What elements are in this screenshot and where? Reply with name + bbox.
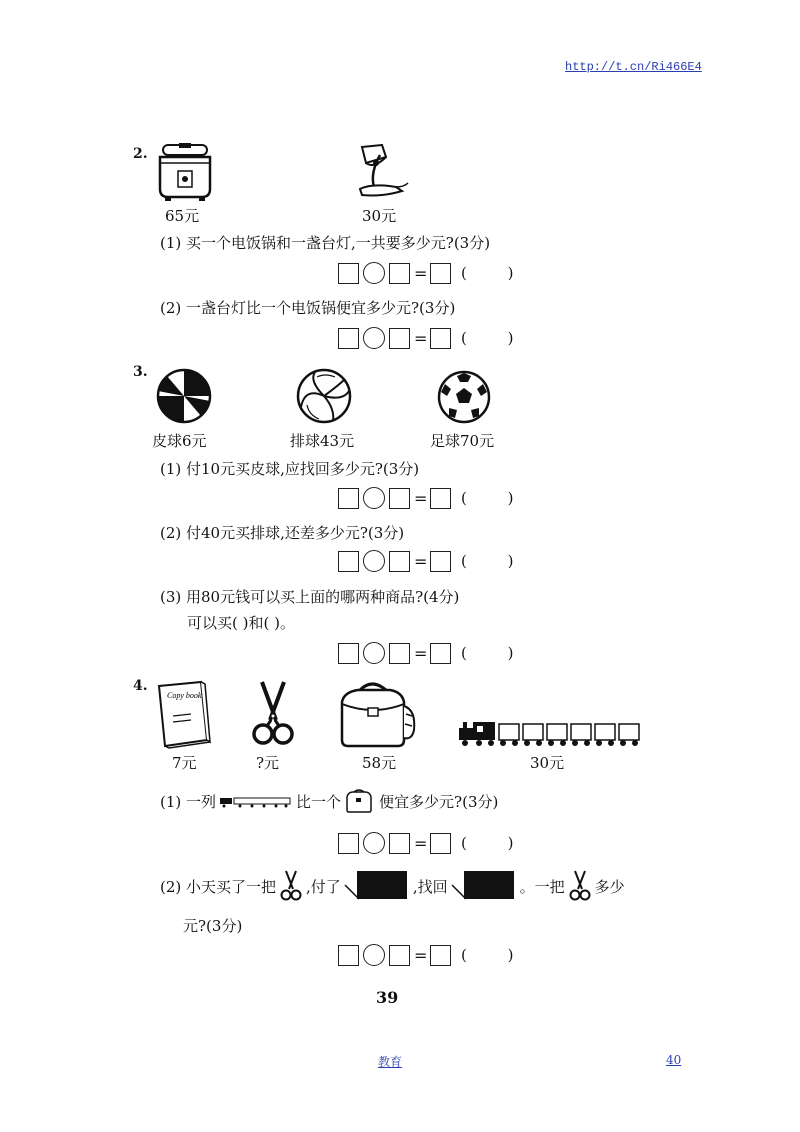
answer-box[interactable] [430,833,451,854]
q4-number: 4. [133,678,148,694]
equals-sign: = [414,945,428,965]
footer-page-number[interactable]: 40 [666,1053,682,1067]
q4-copybook-price: 7元 [172,754,197,772]
toy-train-icon [455,718,643,748]
q4-sub2-equation [338,944,531,966]
unit-parenthesis: ( ) [461,329,532,347]
answer-box[interactable] [430,551,451,572]
operator-circle[interactable] [363,487,385,509]
answer-box[interactable] [389,551,410,572]
operator-circle[interactable] [363,944,385,966]
q2-sub1-text: (1) 买一个电饭锅和一盏台灯,一共要多少元?(3分) [160,234,491,252]
q4-sub1-equation [338,832,531,854]
q3-football-label: 足球70元 [430,432,495,450]
header-link[interactable]: http://t.cn/Ri466E4 [565,60,702,74]
unit-parenthesis: ( ) [461,264,532,282]
banknote-change-icon [452,871,516,901]
answer-box[interactable] [430,643,451,664]
operator-circle[interactable] [363,550,385,572]
answer-box[interactable] [338,488,359,509]
answer-box[interactable] [430,328,451,349]
operator-circle[interactable] [363,832,385,854]
schoolbag-icon [338,680,418,750]
q3-sub2-text: (2) 付40元买排球,还差多少元?(3分) [160,524,405,542]
mini-schoolbag-icon [345,788,375,814]
answer-box[interactable] [338,328,359,349]
answer-box[interactable] [389,833,410,854]
desk-lamp-icon [352,143,412,201]
q4-train-price: 30元 [530,754,565,772]
answer-box[interactable] [338,833,359,854]
equals-sign: = [414,643,428,663]
copybook-icon [155,680,211,748]
q3-sub1-text: (1) 付10元买皮球,应找回多少元?(3分) [160,460,420,478]
unit-parenthesis: ( ) [461,552,532,570]
answer-box[interactable] [338,643,359,664]
football-icon [437,370,491,424]
operator-circle[interactable] [363,262,385,284]
operator-circle[interactable] [363,642,385,664]
footer-link[interactable]: 教育 [378,1055,403,1069]
q2-sub2-equation [338,327,531,349]
page-number: 39 [376,988,399,1007]
q4-schoolbag-price: 58元 [362,754,397,772]
mini-train-icon [220,795,292,807]
q3-number: 3. [133,364,148,380]
q3-rubber-ball-label: 皮球6元 [152,432,207,450]
q4-sub2-p3: ,找回 [412,877,448,896]
copybook-cover-text: Copy book [167,691,202,700]
q2-lamp-price: 30元 [362,207,397,225]
q2-sub1-equation [338,262,531,284]
rice-cooker-icon [157,143,213,201]
answer-box[interactable] [430,945,451,966]
q4-sub1-middle: 比一个 [296,792,342,811]
q2-rice-cooker-price: 65元 [165,207,200,225]
mini-scissors-icon [569,870,591,902]
q4-sub2-p2: ,付了 [306,877,341,896]
q4-sub2-p5: 多少 [594,877,625,896]
equals-sign: = [414,488,428,508]
banknote-paid-icon [345,871,409,901]
mini-scissors-icon [280,870,302,902]
q4-sub1-line [160,788,498,814]
unit-parenthesis: ( ) [461,489,532,507]
unit-parenthesis: ( ) [461,644,532,662]
answer-box[interactable] [430,488,451,509]
equals-sign: = [414,833,428,853]
answer-box[interactable] [338,551,359,572]
q3-sub1-equation [338,487,531,509]
q2-sub2-text: (2) 一盏台灯比一个电饭锅便宜多少元?(3分) [160,299,456,317]
q3-sub3-answer-line: 可以买( )和( )。 [187,614,295,632]
operator-circle[interactable] [363,327,385,349]
answer-box[interactable] [338,263,359,284]
equals-sign: = [414,328,428,348]
q4-sub1-prefix: (1) 一列 [160,792,217,811]
q4-sub1-suffix: 便宜多少元?(3分) [379,792,499,811]
answer-box[interactable] [389,643,410,664]
q4-sub2-p4: 。一把 [519,877,565,896]
unit-parenthesis: ( ) [461,834,532,852]
answer-box[interactable] [389,488,410,509]
q3-volleyball-label: 排球43元 [290,432,355,450]
equals-sign: = [414,263,428,283]
rubber-ball-icon [155,367,213,425]
answer-box[interactable] [389,263,410,284]
volleyball-icon [295,367,353,425]
scissors-icon [250,680,296,748]
q4-scissors-price: ?元 [256,754,280,772]
q2-number: 2. [133,146,148,162]
answer-box[interactable] [430,263,451,284]
q4-sub2-p1: (2) 小天买了一把 [160,877,277,896]
answer-box[interactable] [389,328,410,349]
unit-parenthesis: ( ) [461,946,532,964]
q3-sub3-text: (3) 用80元钱可以买上面的哪两种商品?(4分) [160,588,460,606]
answer-box[interactable] [389,945,410,966]
equals-sign: = [414,551,428,571]
q3-sub3-equation [338,642,531,664]
q4-sub2-line [160,870,625,902]
q3-sub2-equation [338,550,531,572]
q4-sub2-line2: 元?(3分) [183,917,243,935]
answer-box[interactable] [338,945,359,966]
